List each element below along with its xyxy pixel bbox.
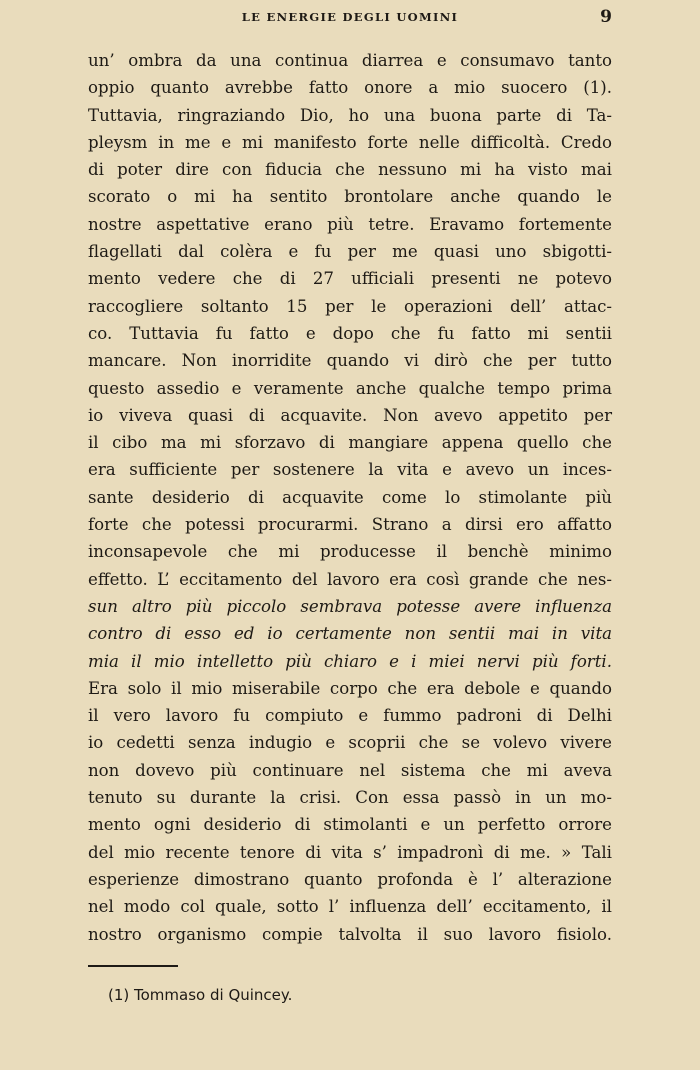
footnote: (1) Tommaso di Quincey. bbox=[108, 986, 293, 1004]
text-line-italic: contro di esso ed io certamente non sentii mai in vita bbox=[88, 624, 612, 644]
running-title: LE ENERGIE DEGLI UOMINI bbox=[241, 10, 459, 24]
text-line: sante desiderio di acquavite come lo stimolante più bbox=[88, 487, 612, 507]
page-header bbox=[88, 7, 612, 30]
text-line: mancare. Non inorridite quando vi dirò che per tutto bbox=[88, 351, 612, 371]
text-line: questo assedio e veramente anche qualche tempo prima bbox=[88, 378, 612, 398]
text-line: era sufficiente per sostenere la vita e avevo un inces- bbox=[88, 460, 612, 480]
text-line: Era solo il mio miserabile corpo che era debole e quando bbox=[88, 678, 612, 698]
text-line: inconsapevole che mi producesse il benchè minimo bbox=[88, 542, 612, 562]
text-line: forte che potessi procurarmi. Strano a dirsi ero affatto bbox=[88, 515, 612, 535]
text-line: mento vedere che di 27 ufficiali presenti ne potevo bbox=[88, 269, 612, 289]
text-line: Tuttavia, ringraziando Dio, ho una buona parte di Ta- bbox=[88, 105, 612, 125]
body-text bbox=[88, 47, 612, 948]
text-line: nostre aspettative erano più tetre. Eravamo fortemente bbox=[88, 214, 612, 234]
text-line: di poter dire con fiducia che nessuno mi ha visto mai bbox=[88, 160, 612, 180]
text-line: flagellati dal colèra e fu per me quasi uno sbigotti- bbox=[88, 242, 612, 262]
footnote-rule bbox=[88, 965, 178, 967]
text-line: pleysm in me e mi manifesto forte nelle difficoltà. Credo bbox=[88, 132, 612, 152]
text-line: non dovevo più continuare nel sistema che mi aveva bbox=[88, 760, 612, 780]
text-line: tenuto su durante la crisi. Con essa passò in un mo- bbox=[88, 788, 612, 808]
text-line: co. Tuttavia fu fatto e dopo che fu fatto mi sentii bbox=[88, 323, 612, 343]
text-line: un’ ombra da una continua diarrea e consumavo tanto bbox=[88, 51, 612, 70]
text-line: il cibo ma mi sforzavo di mangiare appena quello che bbox=[88, 433, 612, 453]
page-number: 9 bbox=[600, 7, 612, 27]
text-line: effetto. L’ eccitamento del lavoro era così grande che nes- bbox=[88, 569, 612, 589]
text-line: io cedetti senza indugio e scoprii che se volevo vivere bbox=[88, 733, 612, 753]
text-line: io viveva quasi di acquavite. Non avevo appetito per bbox=[88, 405, 612, 425]
text-line: mento ogni desiderio di stimolanti e un perfetto orrore bbox=[88, 815, 612, 835]
text-line: raccogliere soltanto 15 per le operazioni dell’ attac- bbox=[88, 296, 612, 316]
text-line: nostro organismo compie talvolta il suo lavoro fisiolo. bbox=[88, 924, 612, 944]
text-line: il vero lavoro fu compiuto e fummo padroni di Delhi bbox=[88, 706, 612, 726]
text-line: scorato o mi ha sentito brontolare anche quando le bbox=[88, 187, 612, 207]
text-line-italic: sun altro più piccolo sembrava potesse avere influenza bbox=[88, 596, 612, 616]
text-line-italic: mia il mio intelletto più chiaro e i miei nervi più forti. bbox=[88, 651, 612, 671]
text-line: oppio quanto avrebbe fatto onore a mio suocero (1). bbox=[88, 78, 612, 98]
text-line: nel modo col quale, sotto l’ influenza dell’ eccitamento, il bbox=[88, 897, 612, 917]
text-line: esperienze dimostrano quanto profonda è l’ alterazione bbox=[88, 869, 612, 889]
text-line: del mio recente tenore di vita s’ impadronì di me. » Tali bbox=[88, 842, 612, 862]
